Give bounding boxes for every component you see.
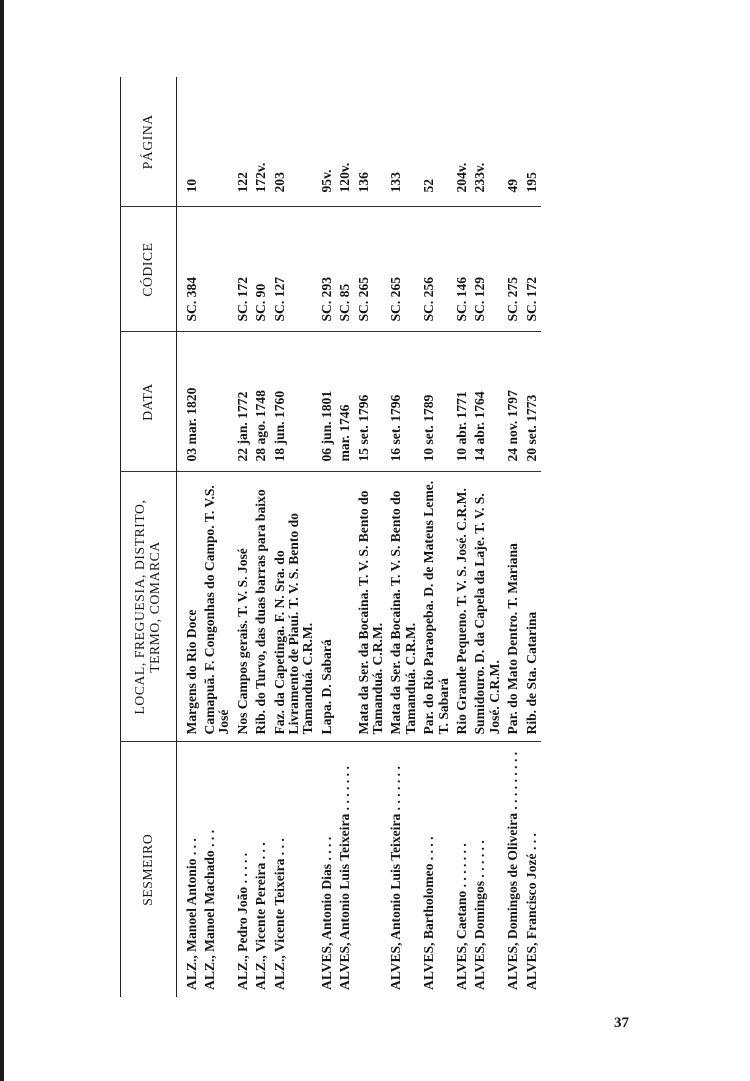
- cell-data: 22 jan. 1772: [234, 332, 252, 472]
- cell-data: 06 jun. 1801: [318, 332, 336, 472]
- cell-sesmeiro: ALVES, Domingos de Oliveira . . . . . . . . .: [505, 751, 521, 990]
- cell-local: Par. do Mato Dentro. T. Mariana: [504, 472, 522, 742]
- cell-pagina: 136: [355, 77, 388, 207]
- cell-codice: SC. 265: [387, 207, 420, 332]
- table-row: [420, 77, 453, 997]
- table-row: [176, 77, 201, 997]
- cell-pagina: 95v.: [318, 77, 336, 207]
- book-spine-edge: [0, 0, 4, 1081]
- cell-codice: SC. 85: [336, 207, 354, 332]
- cell-sesmeiro: ALVES, Antonio Dias . . . .: [318, 836, 334, 990]
- cell-local: Faz. da Capetinga. F. N. Sra. do Livramento de Piauí. T. V. S. Bento do Tamanduá. C.R.M.: [271, 472, 318, 742]
- table-row: [318, 77, 336, 997]
- cell-sesmeiro: ALVES, Caetano . . . . . . .: [454, 843, 469, 990]
- cell-codice: SC. 172: [234, 207, 252, 332]
- cell-sesmeiro: ALZ., Vicente Teixeira . . .: [271, 838, 287, 990]
- page-number: 37: [614, 1015, 629, 1031]
- table-row: [471, 77, 504, 997]
- header-data: DATA: [120, 332, 176, 472]
- cell-data: [201, 332, 234, 472]
- cell-data: 14 abr. 1764: [471, 332, 504, 472]
- cell-sesmeiro: [355, 742, 388, 997]
- cell-local: Par. do Rio Paraopeba. D. de Mateus Leme. T. Sabará: [420, 472, 453, 742]
- cell-sesmeiro: ALZ., Manoel Machado . . .: [201, 829, 217, 990]
- table-row: [453, 77, 471, 997]
- table-row: [523, 77, 541, 997]
- cell-codice: SC. 172: [523, 207, 541, 332]
- cell-sesmeiro: ALVES, Domingos . . . . . .: [472, 840, 488, 990]
- table-header-row: [120, 77, 176, 997]
- cell-sesmeiro: ALVES, Francisco Jozé . . .: [523, 833, 539, 990]
- cell-sesmeiro: ALVES, Antonio Luis Teixeira . . . . . . .: [337, 766, 353, 990]
- cell-codice: [201, 207, 234, 332]
- sesmarias-table: [120, 77, 541, 997]
- cell-pagina: 172v.: [252, 77, 270, 207]
- cell-pagina: 133: [387, 77, 420, 207]
- cell-codice: SC. 265: [355, 207, 388, 332]
- cell-sesmeiro: ALZ., Pedro João . . . . .: [234, 852, 250, 990]
- cell-codice: SC. 146: [453, 207, 471, 332]
- cell-local: Nos Campos gerais. T. V. S. José: [234, 472, 252, 742]
- cell-local: [336, 472, 354, 742]
- cell-local: Rio Grande Pequeno. T. V. S. José. C.R.M.: [453, 472, 471, 742]
- cell-codice: SC. 256: [420, 207, 453, 332]
- cell-codice: SC. 384: [176, 207, 201, 332]
- cell-codice: SC. 90: [252, 207, 270, 332]
- header-sesmeiro: SESMEIRO: [120, 742, 176, 997]
- cell-local: Lapa. D. Sabará: [318, 472, 336, 742]
- cell-sesmeiro: ALZ., Vicente Pereira . . .: [253, 842, 269, 990]
- cell-local: Mata da Ser. da Bocaina. T. V. S. Bento do Tamanduá. C.R.M.: [355, 472, 388, 742]
- cell-codice: SC. 127: [271, 207, 318, 332]
- table-row: [271, 77, 318, 997]
- cell-local: Margens do Rio Doce: [176, 472, 201, 742]
- cell-sesmeiro: ALZ., Manoel Antonio . . .: [183, 838, 199, 990]
- cell-data: 16 set. 1796: [387, 332, 420, 472]
- table-row: [504, 77, 522, 997]
- cell-pagina: 122: [234, 77, 252, 207]
- cell-codice: SC. 293: [318, 207, 336, 332]
- cell-local: Mata da Ser. da Bocaina. T. V. S. Bento do Tamanduá. C.R.M.: [387, 472, 420, 742]
- cell-codice: SC. 275: [504, 207, 522, 332]
- cell-codice: SC. 129: [471, 207, 504, 332]
- table-row: [234, 77, 252, 997]
- cell-pagina: 203: [271, 77, 318, 207]
- cell-pagina: 52: [420, 77, 453, 207]
- cell-data: 03 mar. 1820: [176, 332, 201, 472]
- cell-pagina: 195: [523, 77, 541, 207]
- header-pagina: PÁGINA: [120, 77, 176, 207]
- cell-pagina: 204v.: [453, 77, 471, 207]
- cell-data: 28 ago. 1748: [252, 332, 270, 472]
- cell-sesmeiro: ALVES, Antonio Luis Teixeira . . . . . . .: [388, 766, 404, 990]
- cell-local: Camapuã. F. Congonhas do Campo. T. V.S. José: [201, 472, 234, 742]
- rotated-table-container: [120, 77, 660, 997]
- cell-data: 20 set. 1773: [523, 332, 541, 472]
- cell-local: Rib. do Turvo, das duas barras para baixo: [252, 472, 270, 742]
- cell-data: 10 abr. 1771: [453, 332, 471, 472]
- cell-pagina: 233v.: [471, 77, 504, 207]
- cell-sesmeiro: ALVES, Bartholomeo . . . .: [421, 836, 437, 990]
- cell-data: 24 nov. 1797: [504, 332, 522, 472]
- cell-data: 10 set. 1789: [420, 332, 453, 472]
- table-row: [355, 77, 388, 997]
- table-row: [336, 77, 354, 997]
- cell-data: mar. 1746: [336, 332, 354, 472]
- cell-pagina: 120v.: [336, 77, 354, 207]
- cell-data: 15 set. 1796: [355, 332, 388, 472]
- table-row: [252, 77, 270, 997]
- table-row: [201, 77, 234, 997]
- cell-pagina: [201, 77, 234, 207]
- cell-data: 18 jun. 1760: [271, 332, 318, 472]
- header-local: LOCAL, FREGUESIA, DISTRITO, TERMO, COMARCA: [120, 472, 176, 742]
- cell-pagina: 10: [176, 77, 201, 207]
- cell-local: Rib. de Sta. Catarina: [523, 472, 541, 742]
- cell-pagina: 49: [504, 77, 522, 207]
- header-codice: CÓDICE: [120, 207, 176, 332]
- cell-local: Sumidouro. D. da Capela da Laje. T. V. S. José. C.R.M.: [471, 472, 504, 742]
- table-row: [387, 77, 420, 997]
